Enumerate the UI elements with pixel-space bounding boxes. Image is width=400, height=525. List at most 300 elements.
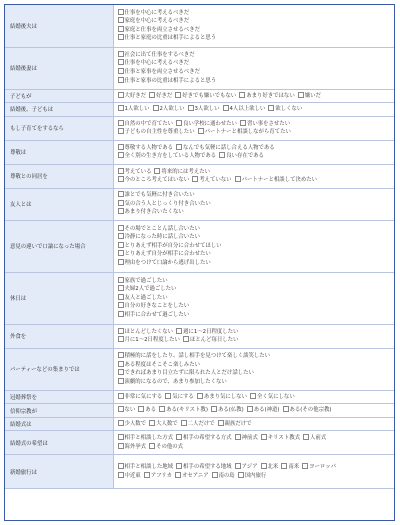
preference-table (5, 5, 394, 489)
option-label: 神前式 (241, 435, 258, 442)
option-label: その他の式 (156, 443, 184, 450)
option-label: ある程度はそこそこ楽しみたい (124, 361, 200, 368)
checkbox-option[interactable] (183, 336, 239, 345)
checkbox[interactable] (118, 311, 124, 317)
question-label: 意見の違いで口論になった場合 (5, 220, 113, 272)
option-label: 4人以上欲しい (229, 106, 266, 113)
option-label: 自然の中で育てたい (124, 120, 174, 127)
checkbox-option[interactable] (138, 406, 156, 415)
checkbox-option[interactable] (223, 105, 266, 114)
checkbox[interactable] (118, 105, 124, 111)
checkbox[interactable] (118, 463, 124, 469)
option-line (118, 68, 391, 77)
question-label: 結婚後妻は (5, 47, 113, 89)
checkbox-option[interactable] (118, 144, 174, 153)
checkbox[interactable] (118, 277, 124, 283)
checkbox-option[interactable] (165, 393, 194, 402)
question-label: 外食を (5, 324, 113, 348)
checkbox[interactable] (261, 463, 267, 469)
option-line (118, 120, 391, 129)
checkbox[interactable] (175, 92, 181, 98)
option-label: 全く気にしない (256, 393, 295, 400)
checkbox[interactable] (118, 242, 124, 248)
option-label: アジア (241, 464, 258, 471)
preference-form (4, 4, 395, 521)
checkbox[interactable] (176, 434, 182, 440)
option-label: ある (145, 407, 157, 414)
option-line (118, 277, 391, 286)
checkbox-option[interactable] (218, 420, 252, 429)
question-label: パーティーなどの集まりでは (5, 348, 113, 390)
option-line (118, 361, 391, 370)
option-label: 家族で過ごしたい (124, 277, 168, 284)
option-label: オセアニア (181, 472, 209, 479)
checkbox-option[interactable] (192, 176, 231, 185)
option-label: 気の合う人とじっくり付き合いたい (124, 200, 211, 207)
option-group (113, 455, 394, 489)
checkbox[interactable] (235, 463, 241, 469)
option-line (118, 59, 391, 68)
checkbox-option[interactable] (250, 393, 295, 402)
option-line (118, 472, 391, 481)
option-line (118, 336, 391, 345)
checkbox[interactable] (118, 152, 124, 158)
option-label: なんでも気軽に話し合える人物である (183, 144, 275, 151)
option-label: 仕事を中心に考えるべきだ (124, 60, 190, 67)
checkbox-option[interactable] (302, 463, 336, 472)
checkbox[interactable] (188, 105, 194, 111)
checkbox-option[interactable] (118, 59, 190, 68)
checkbox-option[interactable] (118, 9, 190, 18)
checkbox-option[interactable] (212, 472, 235, 481)
option-label: ヨーロッパ (309, 464, 336, 471)
checkbox[interactable] (118, 443, 124, 449)
checkbox-option[interactable] (118, 77, 217, 86)
option-label: 好きだ (156, 92, 173, 99)
checkbox[interactable] (302, 463, 308, 469)
checkbox-option[interactable] (118, 68, 200, 77)
checkbox[interactable] (176, 144, 182, 150)
checkbox-option[interactable] (118, 443, 147, 452)
checkbox-option[interactable] (118, 176, 190, 185)
option-label: 北米 (267, 464, 279, 471)
question-label: 信仰宗教が (5, 404, 113, 418)
option-label: 非常に気にする (124, 393, 163, 400)
checkbox[interactable] (153, 105, 159, 111)
option-line (118, 311, 391, 320)
checkbox[interactable] (247, 406, 253, 412)
option-label: 大好きだ (124, 92, 147, 99)
checkbox[interactable] (197, 393, 203, 399)
option-group (113, 348, 394, 390)
checkbox[interactable] (235, 434, 241, 440)
option-label: 家庭を中心に考えるべきだ (124, 18, 190, 25)
option-label: 相手の希望する方式 (183, 435, 232, 442)
option-label: 考えていない (199, 177, 232, 184)
checkbox-option[interactable] (118, 352, 271, 361)
checkbox-option[interactable] (268, 105, 302, 114)
question-row (5, 164, 394, 188)
option-label: とりあえず自分が相手に合わせたい (124, 251, 211, 258)
checkbox[interactable] (192, 176, 198, 182)
checkbox-option[interactable] (118, 434, 174, 443)
option-label: 将来的には考えたい (161, 168, 210, 175)
checkbox-option[interactable] (175, 92, 236, 101)
checkbox[interactable] (198, 128, 204, 134)
checkbox-option[interactable] (118, 328, 174, 337)
checkbox[interactable] (281, 463, 287, 469)
option-line (118, 302, 391, 311)
checkbox[interactable] (118, 259, 124, 265)
checkbox[interactable] (261, 434, 267, 440)
checkbox-option[interactable] (118, 311, 190, 320)
option-line (118, 34, 391, 43)
checkbox[interactable] (181, 420, 187, 426)
checkbox-option[interactable] (118, 369, 254, 378)
checkbox-option[interactable] (235, 434, 258, 443)
checkbox-option[interactable] (118, 294, 168, 303)
checkbox[interactable] (118, 51, 124, 57)
checkbox-option[interactable] (240, 120, 290, 129)
checkbox[interactable] (118, 233, 124, 239)
checkbox[interactable] (118, 168, 124, 174)
checkbox-option[interactable] (118, 250, 211, 259)
question-row (5, 47, 394, 89)
checkbox-option[interactable] (154, 168, 210, 177)
checkbox[interactable] (118, 77, 124, 83)
checkbox[interactable] (149, 92, 155, 98)
option-group (113, 5, 394, 47)
checkbox-option[interactable] (153, 105, 185, 114)
checkbox-option[interactable] (176, 328, 238, 337)
checkbox-option[interactable] (219, 152, 264, 161)
checkbox-option[interactable] (118, 120, 174, 129)
option-label: 理由をつけて口論から逃げ出したい (124, 260, 211, 267)
option-label: できればあまり目立たずに限られた人とだけ話したい (124, 370, 254, 377)
checkbox[interactable] (118, 225, 124, 231)
option-group (113, 103, 394, 117)
checkbox-option[interactable] (261, 434, 300, 443)
option-label: 良い存在である (226, 153, 264, 160)
checkbox[interactable] (118, 26, 124, 32)
checkbox-option[interactable] (118, 420, 147, 429)
checkbox-option[interactable] (261, 463, 279, 472)
option-label: 友人と過ごしたい (124, 294, 168, 301)
option-label: あまり付き合いたくない (124, 209, 184, 216)
checkbox-option[interactable] (247, 406, 280, 415)
option-label: パートナーと相談しながら育てたい (204, 129, 291, 136)
checkbox[interactable] (175, 472, 181, 478)
checkbox[interactable] (118, 191, 124, 197)
checkbox-option[interactable] (159, 406, 208, 415)
checkbox[interactable] (118, 336, 124, 342)
checkbox[interactable] (118, 420, 124, 426)
checkbox-option[interactable] (118, 472, 141, 481)
checkbox-option[interactable] (176, 434, 232, 443)
option-label: 2人欲しい (159, 106, 185, 113)
checkbox[interactable] (118, 285, 124, 291)
checkbox-option[interactable] (118, 393, 163, 402)
option-group (113, 417, 394, 431)
question-row (5, 431, 394, 455)
option-label: ほとんど毎日したい (189, 337, 239, 344)
checkbox-option[interactable] (176, 463, 232, 472)
option-line (118, 434, 391, 443)
option-line (118, 51, 391, 60)
option-group (113, 324, 394, 348)
option-label: 夫婦2人で過ごしたい (124, 286, 177, 293)
option-line (118, 128, 391, 137)
option-label: 海外挙式 (124, 443, 147, 450)
checkbox[interactable] (239, 92, 245, 98)
checkbox-option[interactable] (118, 34, 217, 43)
checkbox[interactable] (118, 200, 124, 206)
checkbox[interactable] (118, 68, 124, 74)
option-line (118, 352, 391, 361)
option-line (118, 393, 391, 402)
checkbox[interactable] (268, 105, 274, 111)
option-line (118, 105, 391, 114)
checkbox[interactable] (118, 302, 124, 308)
option-label: 月に1〜2日程度したい (124, 337, 180, 344)
checkbox-option[interactable] (118, 17, 190, 26)
checkbox[interactable] (219, 152, 225, 158)
checkbox-option[interactable] (176, 120, 237, 129)
checkbox[interactable] (240, 120, 246, 126)
checkbox-option[interactable] (181, 420, 215, 429)
option-label: 家庭と仕事を両立させるべきだ (124, 26, 200, 33)
checkbox[interactable] (223, 105, 229, 111)
checkbox[interactable] (118, 120, 124, 126)
checkbox-option[interactable] (149, 420, 178, 429)
checkbox-option[interactable] (118, 302, 190, 311)
checkbox[interactable] (118, 128, 124, 134)
checkbox[interactable] (159, 406, 165, 412)
checkbox-option[interactable] (298, 92, 321, 101)
question-row (5, 417, 394, 431)
option-group (113, 188, 394, 220)
checkbox-option[interactable] (118, 285, 177, 294)
checkbox[interactable] (118, 406, 124, 412)
checkbox[interactable] (118, 59, 124, 65)
question-row (5, 140, 394, 164)
option-line (118, 420, 391, 429)
checkbox-option[interactable] (188, 105, 220, 114)
option-group (113, 116, 394, 140)
option-group (113, 164, 394, 188)
checkbox-option[interactable] (118, 208, 184, 217)
option-line (118, 176, 391, 185)
checkbox[interactable] (138, 406, 144, 412)
checkbox-option[interactable] (238, 472, 267, 481)
checkbox-option[interactable] (118, 242, 222, 251)
option-label: 嫌いだ (304, 92, 321, 99)
option-label: 1人欲しい (124, 106, 150, 113)
option-label: 国内旅行 (244, 472, 267, 479)
checkbox-option[interactable] (118, 168, 152, 177)
option-label: 子どもの自主性を尊重したい (124, 129, 195, 136)
checkbox[interactable] (149, 443, 155, 449)
checkbox-option[interactable] (118, 26, 200, 35)
checkbox[interactable] (212, 472, 218, 478)
option-label: 社会に出て仕事をするべきだ (124, 51, 195, 58)
question-label: 結婚式は (5, 417, 113, 431)
option-label: あまり気にしない (203, 393, 247, 400)
option-line (118, 259, 391, 268)
checkbox-option[interactable] (118, 51, 195, 60)
option-label: 習い事をさせたい (246, 120, 291, 127)
checkbox[interactable] (118, 434, 124, 440)
checkbox[interactable] (298, 92, 304, 98)
option-label: 考えている (124, 168, 152, 175)
option-label: 人前式 (310, 435, 327, 442)
checkbox[interactable] (118, 378, 124, 384)
option-label: ある(その他宗教) (289, 407, 332, 414)
checkbox[interactable] (218, 420, 224, 426)
checkbox[interactable] (211, 406, 217, 412)
question-label: 結婚後夫は (5, 5, 113, 47)
checkbox-option[interactable] (118, 233, 200, 242)
checkbox[interactable] (176, 463, 182, 469)
checkbox[interactable] (118, 92, 124, 98)
checkbox-option[interactable] (211, 406, 244, 415)
checkbox-option[interactable] (118, 361, 200, 370)
checkbox[interactable] (165, 393, 171, 399)
checkbox-option[interactable] (118, 152, 217, 161)
option-label: ある(キリスト教) (166, 407, 208, 414)
checkbox[interactable] (118, 144, 124, 150)
checkbox[interactable] (118, 34, 124, 40)
checkbox[interactable] (118, 369, 124, 375)
checkbox-option[interactable] (118, 378, 227, 387)
checkbox-option[interactable] (118, 92, 147, 101)
checkbox-option[interactable] (239, 92, 295, 101)
checkbox[interactable] (238, 472, 244, 478)
question-label: 尊敬は (5, 140, 113, 164)
checkbox[interactable] (118, 393, 124, 399)
option-group (113, 89, 394, 103)
checkbox[interactable] (176, 328, 182, 334)
checkbox[interactable] (118, 208, 124, 214)
checkbox[interactable] (283, 406, 289, 412)
checkbox-option[interactable] (235, 176, 317, 185)
question-label: 子どもが (5, 89, 113, 103)
option-line (118, 285, 391, 294)
option-label: 中近東 (124, 472, 141, 479)
option-line (118, 144, 391, 153)
checkbox[interactable] (118, 250, 124, 256)
question-row (5, 5, 394, 47)
option-line (118, 294, 391, 303)
checkbox[interactable] (118, 17, 124, 23)
option-line (118, 225, 391, 234)
checkbox-option[interactable] (118, 277, 168, 286)
question-row (5, 220, 394, 272)
option-label: 尊敬する人物である (124, 144, 174, 151)
checkbox-option[interactable] (118, 406, 136, 415)
option-label: 良い学校に通わせたい (183, 120, 237, 127)
checkbox-option[interactable] (118, 259, 211, 268)
checkbox-option[interactable] (281, 463, 299, 472)
question-label: 休日は (5, 272, 113, 324)
question-row (5, 348, 394, 390)
question-row (5, 455, 394, 489)
checkbox-option[interactable] (118, 105, 150, 114)
checkbox-option[interactable] (198, 128, 291, 137)
option-label: 相手と相談した地域 (124, 464, 174, 471)
checkbox[interactable] (183, 336, 189, 342)
checkbox-option[interactable] (118, 225, 200, 234)
checkbox[interactable] (118, 294, 124, 300)
checkbox-option[interactable] (118, 128, 195, 137)
question-label: 友人とは (5, 188, 113, 220)
option-label: 仕事と家庭の比重は相手によると思う (124, 35, 217, 42)
option-group (113, 220, 394, 272)
checkbox-option[interactable] (197, 393, 247, 402)
checkbox-option[interactable] (144, 472, 172, 481)
checkbox[interactable] (303, 434, 309, 440)
option-label: 週に1〜2日程度したい (183, 328, 239, 335)
question-label: 尊敬との同居を (5, 164, 113, 188)
checkbox-option[interactable] (235, 463, 258, 472)
checkbox-option[interactable] (118, 200, 211, 209)
option-label: 今のところ考えてはいない (124, 177, 190, 184)
option-group (113, 431, 394, 455)
option-label: パートナーと相談して決めたい (241, 177, 318, 184)
checkbox[interactable] (235, 176, 241, 182)
checkbox-option[interactable] (176, 144, 275, 153)
option-label: 全く別の生き方をしている人物である (124, 153, 217, 160)
option-line (118, 406, 391, 415)
checkbox[interactable] (250, 393, 256, 399)
checkbox-option[interactable] (149, 92, 172, 101)
checkbox[interactable] (154, 168, 160, 174)
option-label: 好きでも嫌いでもない (182, 92, 237, 99)
option-label: ある(仏教) (217, 407, 244, 414)
option-group (113, 272, 394, 324)
option-label: 南の島 (218, 472, 235, 479)
checkbox[interactable] (118, 176, 124, 182)
checkbox-option[interactable] (118, 191, 195, 200)
option-group (113, 47, 394, 89)
checkbox[interactable] (118, 352, 124, 358)
checkbox-option[interactable] (118, 463, 174, 472)
checkbox[interactable] (118, 9, 124, 15)
checkbox-option[interactable] (149, 443, 183, 452)
option-line (118, 17, 391, 26)
option-line (118, 443, 391, 452)
option-line (118, 250, 391, 259)
checkbox[interactable] (118, 361, 124, 367)
option-label: 積極的に話をしたり、話し相手を見つけて楽しく談笑したい (124, 353, 271, 359)
question-row (5, 404, 394, 418)
checkbox[interactable] (144, 472, 150, 478)
checkbox[interactable] (176, 120, 182, 126)
option-line (118, 200, 391, 209)
question-row (5, 390, 394, 404)
checkbox-option[interactable] (175, 472, 209, 481)
checkbox-option[interactable] (303, 434, 326, 443)
option-line (118, 242, 391, 251)
question-label: 結婚式の希望は (5, 431, 113, 455)
option-line (118, 233, 391, 242)
checkbox[interactable] (149, 420, 155, 426)
checkbox-option[interactable] (118, 336, 180, 345)
checkbox[interactable] (118, 472, 124, 478)
checkbox[interactable] (118, 328, 124, 334)
checkbox-option[interactable] (283, 406, 332, 415)
option-line (118, 26, 391, 35)
